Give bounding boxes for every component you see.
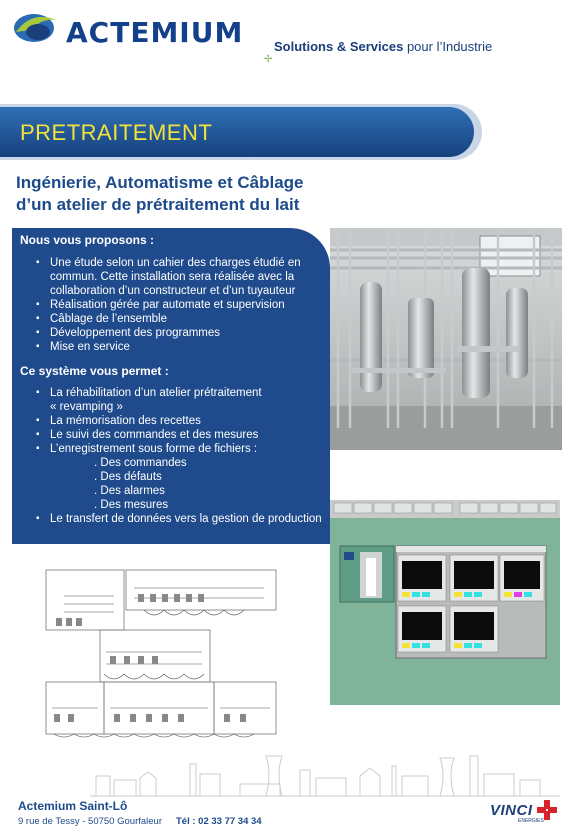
- company-contact: [18, 816, 262, 827]
- page-title: PRETRAITEMENT: [20, 120, 213, 145]
- list-item: ▪ La réhabilitation d’un atelier prétraitement: [36, 386, 328, 400]
- list-item-continuation: « revamping »: [50, 401, 123, 413]
- list-item: ▪ L’enregistrement sous forme de fichiers :: [36, 442, 328, 456]
- list-item: ▪ Le suivi des commandes et des mesures: [36, 428, 328, 442]
- vinci-energies-label: ENERGIES: [518, 818, 544, 824]
- list-item: ▪ Mise en service: [36, 340, 328, 354]
- list-item: ▪ Développement des programmes: [36, 326, 328, 340]
- file-type-item: . Des commandes: [94, 457, 187, 469]
- sparkle-icon: ✢: [264, 54, 273, 65]
- plant-photo: [330, 228, 562, 450]
- subtitle-line-1: Ingénierie, Automatisme et Câblage: [16, 173, 304, 192]
- list-item: ▪ La mémorisation des recettes: [36, 414, 328, 428]
- list-item: ▪ Réalisation gérée par automate et supervision: [36, 298, 328, 312]
- file-type-item: . Des mesures: [94, 499, 169, 511]
- proposals-title: Nous vous proposons :: [20, 233, 155, 247]
- subtitle-line-2: d’un atelier de prétraitement du lait: [16, 195, 300, 214]
- industrial-skyline-graphic: [0, 750, 573, 798]
- list-item: ▪ Câblage de l’ensemble: [36, 312, 328, 326]
- tagline-rest: pour l’Industrie: [403, 39, 493, 54]
- brand-name: ACTEMIUM: [66, 16, 244, 49]
- vinci-logo-text: VINCI: [490, 802, 533, 819]
- supervision-screenshot: [330, 500, 560, 705]
- file-type-item: . Des défauts: [94, 471, 162, 483]
- subtitle: [16, 172, 356, 216]
- company-name: Actemium Saint-Lô: [18, 799, 128, 813]
- actemium-logo-icon: [12, 8, 60, 48]
- vinci-logo-icon: [537, 800, 557, 820]
- file-type-item: . Des alarmes: [94, 485, 165, 497]
- benefits-list: [36, 386, 328, 526]
- wiring-diagram: [44, 568, 278, 738]
- company-phone: Tél : 02 33 77 34 34: [176, 816, 262, 827]
- info-panel: [12, 228, 330, 544]
- proposals-list: [36, 256, 328, 354]
- benefits-title: Ce système vous permet :: [20, 364, 169, 378]
- list-item: ▪ Une étude selon un cahier des charges étudié en commun. Cette installation sera réalisée avec la collaboration d’un constructeur et d’un tuyauteur: [36, 256, 328, 298]
- tagline-bold: Solutions & Services: [274, 39, 404, 54]
- company-address: 9 rue de Tessy - 50750 Gourfaleur: [18, 816, 162, 827]
- list-item: ▪ Le transfert de données vers la gestion de production: [36, 512, 328, 526]
- tagline: [274, 39, 492, 54]
